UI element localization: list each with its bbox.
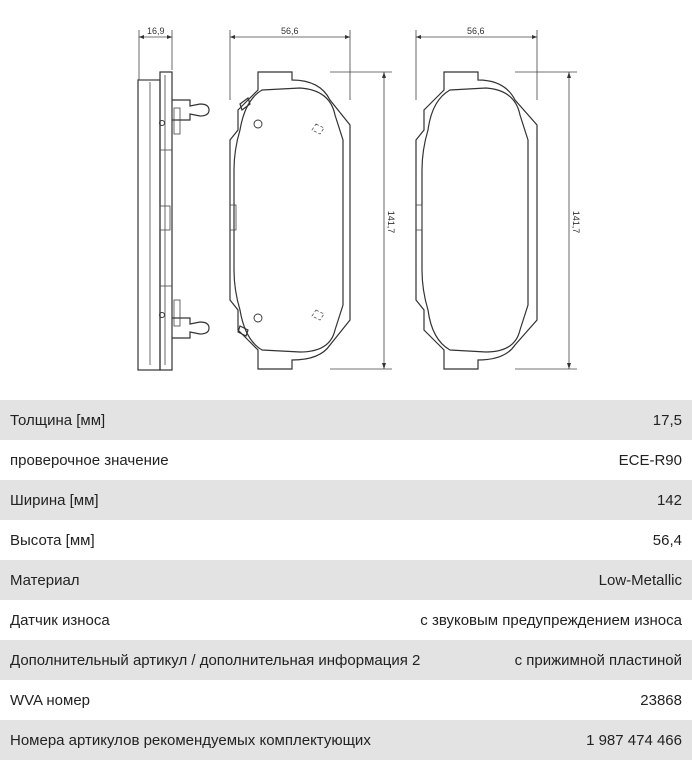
spec-row-thickness [0,400,692,440]
front-view-left [230,26,396,369]
dim-width-right-label: 56,6 [467,26,485,36]
spec-label: Материал [10,571,80,589]
specs-table [0,400,692,760]
dim-thickness-label: 16,9 [147,26,165,36]
spec-value: с звуковым предупреждением износа [420,611,682,629]
front-view-right [416,26,581,369]
spec-row-height [0,520,692,560]
spec-value: с прижимной пластиной [514,651,682,669]
spec-value: 56,4 [652,531,682,549]
spec-value: 142 [656,491,682,509]
spec-row-additional-info [0,640,692,680]
spec-value: 23868 [640,691,682,709]
spec-value: 17,5 [652,411,682,429]
dim-width-left-label: 56,6 [281,26,299,36]
spec-row-test-value [0,440,692,480]
spec-value: Low-Metallic [598,571,682,589]
spec-label: Датчик износа [10,611,110,629]
dim-height-left-label: 141,7 [386,210,396,234]
spec-value: ECE-R90 [618,451,682,469]
spec-row-wear-sensor [0,600,692,640]
spec-row-accessory-numbers [0,720,692,760]
spec-row-wva-number [0,680,692,720]
side-view [138,26,209,370]
spec-label: Номера артикулов рекомендуемых комплектующих [10,731,371,749]
spec-label: Высота [мм] [10,531,95,549]
spec-row-width [0,480,692,520]
spec-label: WVA номер [10,691,91,709]
spec-label: проверочное значение [10,451,169,469]
spec-label: Толщина [мм] [10,411,106,429]
spec-label: Дополнительный артикул / дополнительная информация 2 [10,651,421,669]
spec-value: 1 987 474 466 [586,731,682,749]
spec-row-material [0,560,692,600]
spec-label: Ширина [мм] [10,491,99,509]
dim-height-right-label: 141,7 [571,210,581,234]
